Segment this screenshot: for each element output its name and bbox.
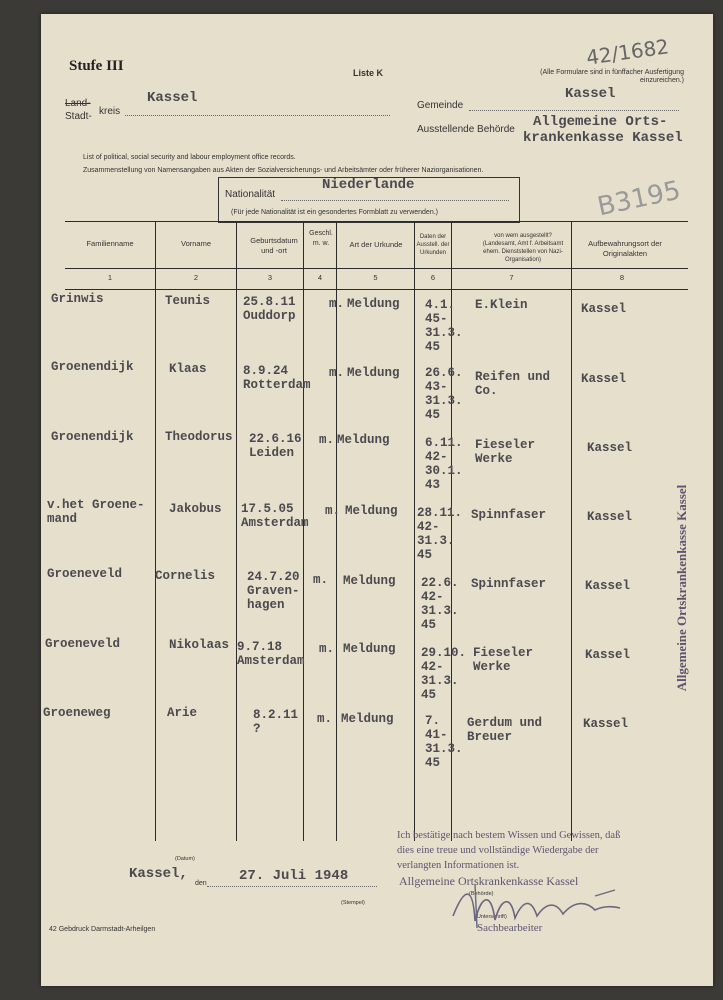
col-num-7: 7 [509,273,514,282]
row-5-daten: 22.6. 42- 31.3. 45 [421,576,459,632]
row-2-geschl: m. [329,366,345,380]
row-6-art: Meldung [343,642,396,656]
row-3-name: Groenendijk [51,430,134,444]
archive-number: 42/1682 [584,34,671,70]
col-header-3: Geburtsdatum und -ort [250,236,298,255]
col-num-6: 6 [430,273,436,282]
row-2-geburt: 8.9.24 Rotterdam [243,364,311,392]
row-4-vorname: Jakobus [169,502,222,516]
col-divider-7 [571,221,572,841]
document-page [41,14,713,986]
row-7-vorname: Arie [167,706,198,720]
row-6-daten: 29.10. 42- 31.3. 45 [421,646,467,702]
row-3-geschl: m. [319,433,335,447]
land-label: Land- [65,98,91,109]
row-7-art: Meldung [341,712,394,726]
subtitle-de: Zusammenstellung von Namensangaben aus Akten der Sozialversicherungs- und Arbeitsämter oder früherer Naziorganisationen. [83,167,484,174]
col-divider-5 [414,221,415,841]
behoerde-value-2: krankenkasse Kassel [523,130,683,146]
row-4-ort: Kassel [587,510,633,524]
printer-imprint: 42 Gebdruck Darmstadt-Arheilgen [49,926,156,933]
row-1-vorname: Teunis [165,294,211,308]
behoerde-stamp: Allgemeine Ortskrankenkasse Kassel [399,874,579,888]
row-5-art: Meldung [343,574,396,588]
pencil-reference: B3195 [594,175,684,223]
nationalitaet-note: (Für jede Nationalität ist ein gesondertes Formblatt zu verwenden.) [231,209,438,216]
kreis-label: kreis [99,106,121,117]
row-4-geburt: 17.5.05 Amsterdam [241,502,309,530]
gemeinde-label: Gemeinde [417,100,464,111]
den-label: den [195,880,207,887]
kreis-value: Kassel [147,90,198,106]
kreis-dotted-line [125,115,390,116]
row-3-geburt: 22.6.16 Leiden [249,432,302,460]
col-divider-2 [236,221,237,841]
row-7-aussteller: Gerdum und Breuer [467,716,543,744]
row-6-geschl: m. [319,642,335,656]
row-5-aussteller: Spinnfaser [471,577,547,591]
row-1-geschl: m. [329,297,345,311]
row-1-geburt: 25.8.11 Ouddorp [243,295,296,323]
nationalitaet-label: Nationalität [225,189,276,200]
row-1-ort: Kassel [581,302,627,316]
gemeinde-value: Kassel [565,86,616,102]
row-3-aussteller: Fieseler Werke [475,438,536,466]
col-header-1: Familienname [86,239,134,248]
unterschrift-label: (Unterschrift) [475,914,507,920]
row-2-ort: Kassel [581,372,627,386]
col-num-1: 1 [107,273,113,282]
behoerde-label: Ausstellende Behörde [417,124,515,135]
row-5-name: Groeneveld [47,567,123,581]
row-7-daten: 7. 41- 31.3. 45 [425,714,463,770]
row-4-geschl: m. [325,504,341,518]
row-7-ort: Kassel [583,717,629,731]
row-1-name: Grinwis [51,292,104,306]
certification-text: Ich bestätige nach bestem Wissen und Gewissen, daß dies eine treue und vollständige Wiedergabe der verlangten Informationen ist. [397,830,621,871]
row-1-daten: 4.1. 45- 31.3. 45 [425,298,463,354]
sachbearbeiter-label: Sachbearbeiter [477,922,543,934]
nationalitaet-value: Niederlande [322,177,415,193]
col-num-8: 8 [619,273,625,282]
row-4-daten: 28.11. 42- 31.3. 45 [417,506,463,562]
row-3-daten: 6.11. 42- 30.1. 43 [425,436,463,492]
behoerde-value-1: Allgemeine Orts- [533,114,668,130]
side-stamp: Allgemeine Ortskrankenkasse Kassel [674,484,689,692]
col-header-8: Aufbewahrungsort der Originalakten [588,239,662,258]
row-1-art: Meldung [347,297,400,311]
gemeinde-dotted-line [469,110,679,111]
datum-label: (Datum) [175,856,195,862]
col-header-5: Art der Urkunde [349,240,403,249]
col-header-4: Geschl. m. w. [309,230,333,247]
col-num-5: 5 [373,273,378,282]
table-top-rule [65,221,688,222]
row-6-geburt: 9.7.18 Amsterdam [237,640,305,668]
col-num-3: 3 [267,273,273,282]
col-header-2: Vorname [180,239,212,248]
behoerde-small-label: (Behörde) [469,891,494,897]
row-2-aussteller: Reifen und Co. [475,370,551,398]
header-rule-1 [65,268,688,269]
row-2-vorname: Klaas [169,362,207,376]
row-7-geburt: 8.2.11 ? [253,708,299,736]
row-3-art: Meldung [337,433,390,447]
row-6-name: Groeneveld [45,637,121,651]
row-2-name: Groenendijk [51,360,134,374]
row-2-daten: 26.6. 43- 31.3. 45 [425,366,463,422]
row-5-geschl: m. [313,573,329,587]
col-num-2: 2 [193,273,199,282]
row-7-geschl: m. [317,712,333,726]
subtitle-en: List of political, social security and labour employment office records. [83,154,296,161]
col-divider-4 [336,221,337,841]
col-divider-1 [155,221,156,841]
footer-date: 27. Juli 1948 [239,868,349,884]
row-5-ort: Kassel [585,579,631,593]
col-divider-3 [303,221,304,841]
nationalitaet-dotted-line [281,200,509,201]
row-5-geburt: 24.7.20 Graven- hagen [247,570,300,612]
row-5-vorname: Cornelis [155,569,216,583]
stufe-label: Stufe III [69,58,124,74]
row-7-name: Groeneweg [43,706,111,720]
liste-label: Liste K [353,68,384,78]
col-header-6: Daten der Ausstell. der Urkunden [416,234,450,256]
row-3-ort: Kassel [587,441,633,455]
col-num-4: 4 [317,273,323,282]
stadt-label: Stadt- [65,111,92,122]
date-dotted-line [207,886,377,887]
col-header-7: von wem ausgestellt? (Landesamt, Amt f. Arbeitsamt ehem. Dienststellen von Nazi-Organisation) [482,233,564,263]
row-6-aussteller: Fieseler Werke [473,646,534,674]
header-rule-2 [65,289,688,290]
stempel-label: (Stempel) [341,900,365,906]
row-2-art: Meldung [347,366,400,380]
row-1-aussteller: E.Klein [475,298,528,312]
row-3-vorname: Theodorus [165,430,233,444]
row-6-ort: Kassel [585,648,631,662]
row-4-art: Meldung [345,504,398,518]
form-note: (Alle Formulare sind in fünffacher Ausfertigung einzureichen.) [540,69,684,84]
footer-ort: Kassel, [129,866,188,882]
row-4-aussteller: Spinnfaser [471,508,547,522]
row-6-vorname: Nikolaas [169,638,230,652]
row-4-name: v.het Groene- mand [47,498,145,526]
